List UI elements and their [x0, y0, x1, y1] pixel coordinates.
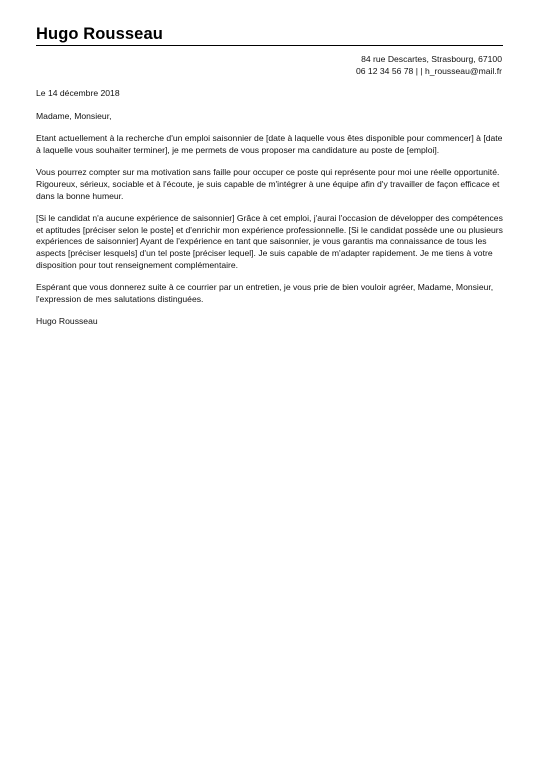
letter-paragraph: Etant actuellement à la recherche d'un emploi saisonnier de [date à laquelle vous êtes disponible pour commencer] à [date à laquelle vous souhaiter terminer], je me permets de vous proposer ma candidature au poste de [emploi].: [36, 133, 503, 155]
header-divider: [36, 45, 503, 46]
letter-paragraph: Espérant que vous donnerez suite à ce courrier par un entretien, je vous prie de bien vouloir agréer, Madame, Monsieur, l'expression de mes salutations distinguées.: [36, 282, 494, 304]
sender-name: Hugo Rousseau: [36, 25, 163, 43]
letter-date: Le 14 décembre 2018: [36, 88, 120, 98]
sender-phone-email: 06 12 34 56 78 | | h_rousseau@mail.fr: [355, 66, 502, 77]
sender-contact-block: [356, 53, 502, 78]
sender-address: 84 rue Descartes, Strasbourg, 67100: [361, 54, 502, 64]
letter-salutation: Madame, Monsieur,: [36, 110, 112, 121]
letter-signature: Hugo Rousseau: [36, 316, 98, 327]
letter-body: [36, 88, 508, 328]
letter-paragraph: Vous pourrez compter sur ma motivation sans faille pour occuper ce poste qui représente pour moi une réelle opportunité. Rigoureux, sérieux, sociable et à l'écoute, je suis capable de m'intégrer à une équipe afin d'y travailler de façon efficace et dans la bonne humeur.: [36, 167, 500, 201]
letter-paragraph: [Si le candidat n'a aucune expérience de saisonnier] Grâce à cet emploi, j'aurai l'occasion de développer des compétences et aptitudes [préciser selon le poste] et d'enrichir mon expérience professionnelle. [Si le candidat possède une ou plusieurs expériences de saisonnier] Ayant de l'expérience en tant que saisonnier, je vous garantis ma connaissance de tous les aspects [préciser lesquels] d'un tel poste [préciser lequel]. Je suis capable de m'adapter rapidement. Je me tiens à votre disposition pour tout renseignement complémentaire.: [36, 213, 503, 270]
